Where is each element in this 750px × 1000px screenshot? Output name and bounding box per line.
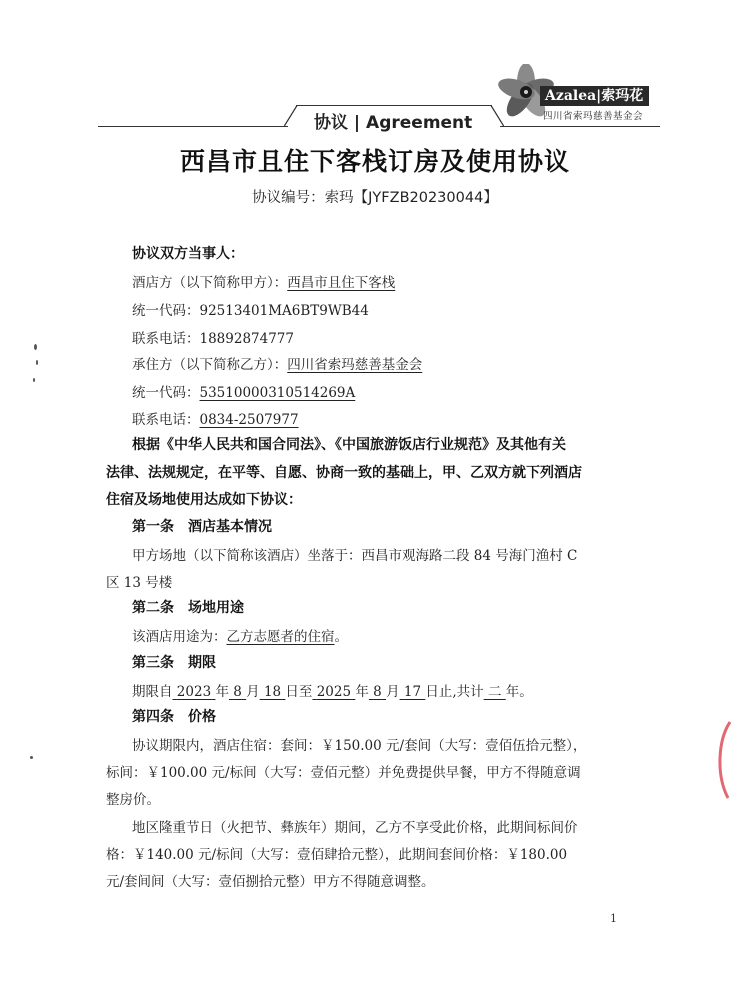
term-end-month: 8 — [373, 684, 382, 700]
hotel-code-label: 统一代码： — [132, 303, 200, 319]
hotel-party-name: 西昌市且住下客栈 — [287, 275, 396, 291]
scan-mark — [30, 756, 33, 759]
parties-heading: 协议双方当事人： — [132, 246, 244, 262]
term-end-year: 2025 — [316, 684, 352, 700]
term-text-year: 年 — [215, 684, 229, 700]
scan-mark — [36, 360, 38, 365]
logo-subtitle: 四川省索玛慈善基金会 — [543, 111, 644, 122]
hotel-party-label: 酒店方（以下简称甲方）： — [132, 275, 288, 291]
usage-value: 乙方志愿者的住宿 — [226, 629, 335, 645]
logo-name: Azalea|索玛花 — [540, 86, 649, 106]
term-start-month: 8 — [233, 684, 242, 700]
term-text-from: 期限自 — [132, 684, 173, 700]
banner-label: 协议 | Agreement — [314, 113, 473, 133]
guest-phone-value: 0834-2507977 — [199, 412, 299, 428]
guest-phone-label: 联系电话： — [132, 412, 200, 428]
price-para-2-line-3: 元/套间间（大写：壹佰捌拾元整）甲方不得随意调整。 — [106, 874, 435, 890]
price-para-1-line-3: 整房价。 — [106, 792, 160, 808]
guest-code-value: 53510000310514269A — [199, 385, 356, 401]
document-title: 西昌市且住下客栈订房及使用协议 — [179, 147, 570, 176]
hotel-phone-value: 18892874777 — [199, 331, 294, 347]
article-2-heading: 第二条 场地用途 — [132, 600, 244, 616]
hotel-party-line — [132, 271, 395, 291]
hotel-code-value: 92513401MA6BT9WB44 — [199, 303, 369, 319]
price-para-1-line-1: 协议期限内，酒店住宿：套间：￥150.00 元/套间（大写：壹佰伍拾元整）， — [132, 738, 587, 754]
term-end-day: 17 — [403, 684, 422, 700]
term-text-month-2: 月 — [386, 684, 400, 700]
usage-label: 该酒店用途为： — [132, 629, 227, 645]
guest-party-label: 承住方（以下简称乙方）： — [132, 357, 288, 373]
article-1-line-1: 甲方场地（以下简称该酒店）坐落于：西昌市观海路二段 84 号海门渔村 C — [132, 548, 578, 564]
guest-phone-line — [132, 408, 299, 428]
hotel-code-line — [132, 299, 369, 319]
page-number: 1 — [610, 912, 617, 925]
guest-party-name: 四川省索玛慈善基金会 — [287, 357, 423, 373]
term-line — [132, 680, 533, 700]
guest-party-line — [132, 353, 422, 373]
term-text-to: 日至 — [285, 684, 313, 700]
banner-tab-corner-right — [490, 105, 504, 127]
agreement-number: 协议编号：索玛【JYFZB20230044】 — [252, 190, 498, 206]
intro-line-3: 住宿及场地使用达成如下协议： — [106, 492, 302, 508]
term-text-year-2: 年 — [355, 684, 369, 700]
price-para-1-line-2: 标间：￥100.00 元/标间（大写：壹佰元整）并免费提供早餐，甲方不得随意调 — [106, 765, 581, 781]
intro-line-2: 法律、法规规定，在平等、自愿、协商一致的基础上，甲、乙双方就下列酒店 — [106, 465, 582, 481]
term-start-year: 2023 — [176, 684, 212, 700]
scan-mark — [34, 344, 37, 350]
hotel-phone-line — [132, 327, 294, 347]
red-seal-edge — [712, 720, 732, 800]
banner-rule-right — [500, 126, 660, 127]
term-total-years: 二 — [487, 684, 502, 700]
intro-line-1: 根据《中华人民共和国合同法》、《中国旅游饭店行业规范》及其他有关 — [132, 437, 566, 453]
hotel-phone-label: 联系电话： — [132, 331, 200, 347]
term-text-month: 月 — [246, 684, 260, 700]
guest-code-label: 统一代码： — [132, 385, 200, 401]
foundation-logo — [498, 64, 668, 126]
banner-rule-left — [98, 126, 288, 127]
term-text-total: 日止,共计 — [425, 684, 484, 700]
article-1-line-2: 区 13 号楼 — [106, 575, 173, 591]
term-start-day: 18 — [263, 684, 282, 700]
article-2-line — [132, 625, 348, 645]
usage-suffix: 。 — [334, 629, 348, 645]
article-4-heading: 第四条 价格 — [132, 709, 216, 725]
guest-code-line — [132, 381, 355, 401]
price-para-2-line-2: 格：￥140.00 元/标间（大写：壹佰肆拾元整），此期间套间价格：￥180.00 — [106, 847, 568, 863]
article-3-heading: 第三条 期限 — [132, 655, 216, 671]
term-text-end: 年。 — [505, 684, 533, 700]
scan-mark — [33, 378, 35, 382]
price-para-2-line-1: 地区隆重节日（火把节、彝族年）期间，乙方不享受此价格，此期间标间价 — [132, 820, 578, 836]
article-1-heading: 第一条 酒店基本情况 — [132, 519, 272, 535]
